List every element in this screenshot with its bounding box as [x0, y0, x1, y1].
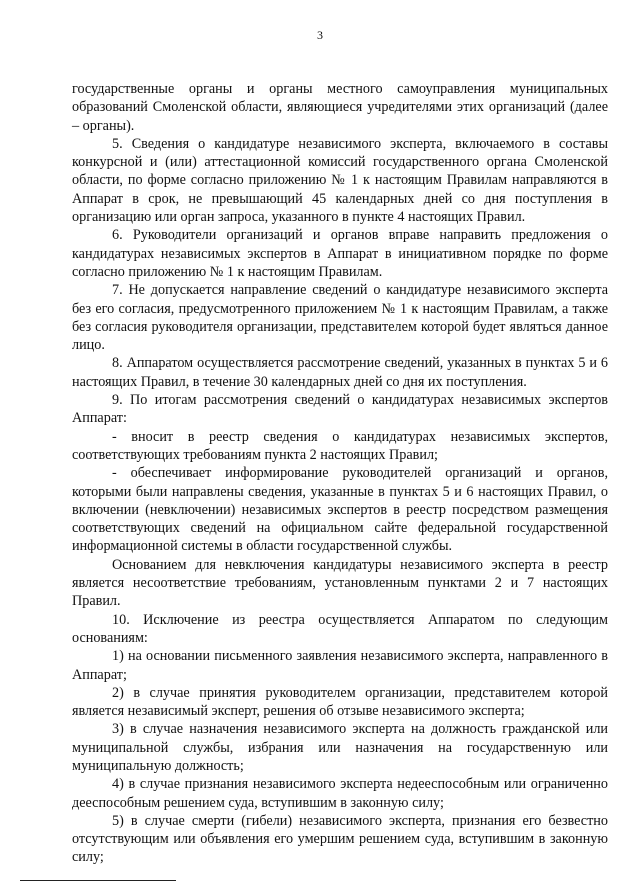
paragraph-rejection-basis: Основанием для невключения кандидатуры независимого эксперта в реестр является несоответствие требованиям, установленным пунктами 2 и 7 настоящих Правил.: [72, 556, 608, 610]
paragraph-item-10-sub-2: 2) в случае принятия руководителем организации, представителем которой является независимый эксперт, решения об отзыве независимого эксперта;: [72, 684, 608, 720]
paragraph-item-5: 5. Сведения о кандидатуре независимого эксперта, включаемого в составы конкурсной и (или) аттестационной комиссий государственного органа Смоленской области, по форме согласно приложению № 1 к настоящим Правилам направляются в Аппарат в срок, не превышающий 45 календарных дней со дня поступления в организацию или орган запроса, указанного в пункте 4 настоящих Правил.: [72, 135, 608, 226]
document-body: [72, 80, 608, 867]
paragraph-item-10-sub-5: 5) в случае смерти (гибели) независимого эксперта, признания его безвестно отсутствующим или объявления его умершим решением суда, вступившим в законную силу;: [72, 812, 608, 866]
paragraph-item-9-bullet-1: - вносит в реестр сведения о кандидатурах независимых экспертов, соответствующих требованиям пункта 2 настоящих Правил;: [72, 428, 608, 463]
paragraph-item-6: 6. Руководители организаций и органов вправе направить предложения о кандидатурах независимых экспертов в Аппарат в инициативном порядке по форме согласно приложению № 1 к настоящим Правилам.: [72, 227, 608, 280]
paragraph-item-10-sub-3: 3) в случае назначения независимого эксперта на должность гражданской или муниципальной службы, избрания или назначения на государственную или муниципальную должность;: [72, 721, 608, 774]
paragraph-item-10: 10. Исключение из реестра осуществляется Аппаратом по следующим основаниям:: [72, 611, 608, 646]
paragraph-item-10-sub-4: 4) в случае признания независимого эксперта недееспособным или ограниченно дееспособным решением суда, вступившим в законную силу;: [72, 776, 608, 811]
footer-divider: [20, 880, 176, 881]
paragraph-item-10-sub-1: 1) на основании письменного заявления независимого эксперта, направленного в Аппарат;: [72, 648, 608, 683]
paragraph-item-9-bullet-2: - обеспечивает информирование руководителей организаций и органов, которыми были направлены сведения, указанные в пунктах 5 и 6 настоящих Правил, о включении (невключении) независимых экспертов в реестр посредством размещения соответствующих сведений на официальном сайте федеральной государственной информационной системы в области государственной службы.: [72, 465, 608, 555]
paragraph-item-7: 7. Не допускается направление сведений о кандидатуре независимого эксперта без его согласия, предусмотренного приложением № 1 к настоящим Правилам, а также без согласия руководителя организации, представителем которой будет являться данное лицо.: [72, 282, 608, 354]
paragraph-item-9: 9. По итогам рассмотрения сведений о кандидатурах независимых экспертов Аппарат:: [72, 392, 608, 427]
paragraph-continuation: государственные органы и органы местного самоуправления муниципальных образований Смоленской области, являющиеся учредителями этих организаций (далее – органы).: [72, 81, 608, 134]
page-number: 3: [317, 28, 323, 42]
paragraph-item-8: 8. Аппаратом осуществляется рассмотрение сведений, указанных в пунктах 5 и 6 настоящих Правил, в течение 30 календарных дней со дня их поступления.: [72, 355, 608, 390]
